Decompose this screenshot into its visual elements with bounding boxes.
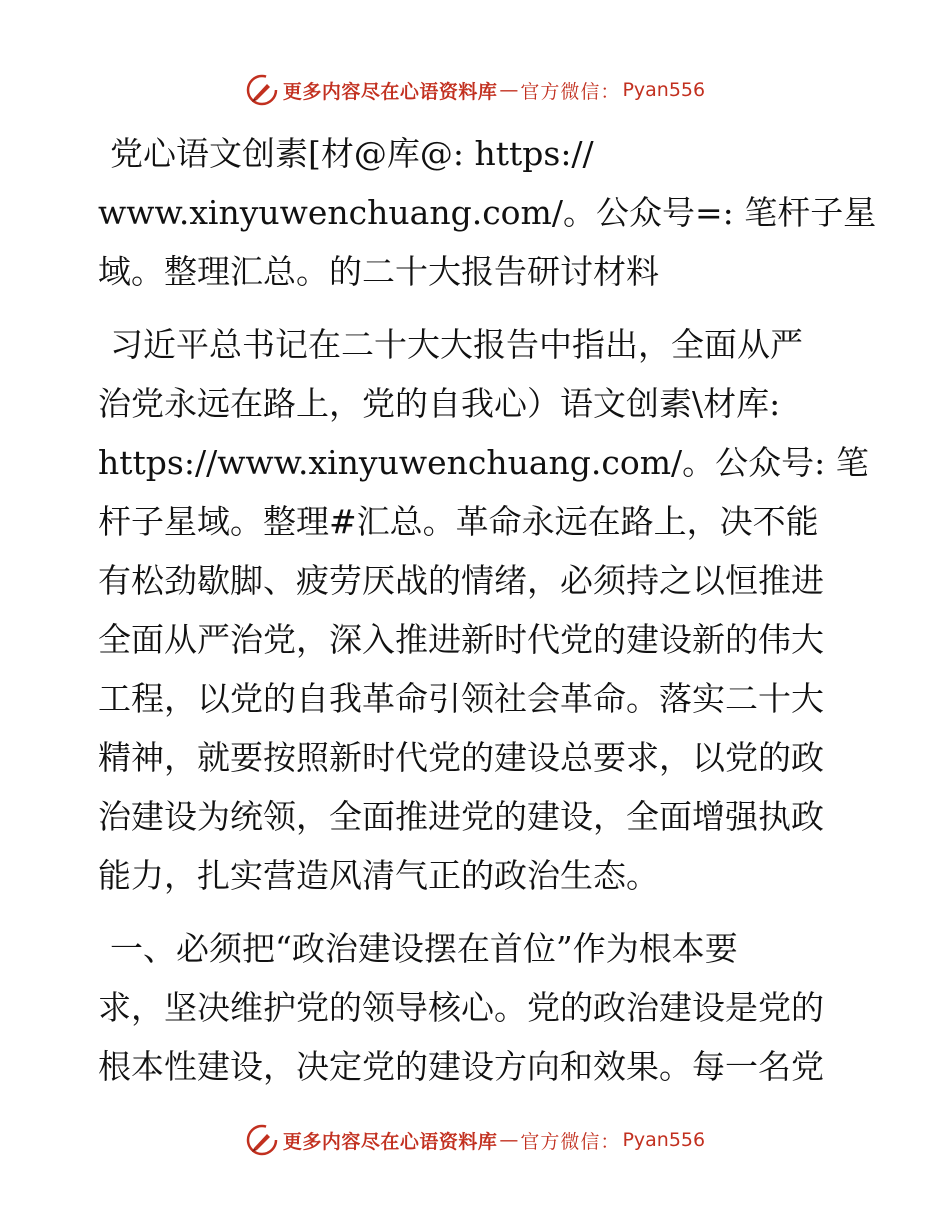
text-line: https://www.xinyuwenchuang.com/。公众号: 笔 — [98, 443, 869, 482]
paragraph-section-one — [98, 919, 858, 1096]
document-body — [98, 124, 877, 1096]
text-line: 求，坚决维护党的领导核心。党的政治建设是党的 — [98, 988, 824, 1027]
banner-label: 官方微信： — [520, 80, 621, 103]
text-line: 域。整理汇总。的二十大报告研讨材料 — [98, 252, 659, 291]
header-watermark-banner — [0, 73, 950, 107]
text-line: 杆子星域。整理#汇总。革命永远在路上，决不能 — [98, 502, 819, 541]
text-line: www.xinyuwenchuang.com/。公众号=: 笔杆子星 — [98, 193, 877, 232]
pen-logo-icon — [245, 1123, 279, 1157]
banner-text: 更多内容尽在心语资料库 — [282, 80, 498, 103]
paragraph-intro — [98, 124, 877, 301]
text-line: 根本性建设，决定党的建设方向和效果。每一名党 — [98, 1047, 824, 1086]
text-line: 有松劲歇脚、疲劳厌战的情绪，必须持之以恒推进 — [98, 561, 824, 600]
text-line: 精神，就要按照新时代党的建设总要求，以党的政 — [98, 738, 824, 777]
section-heading-line: 一、必须把“政治建设摆在首位”作为根本要 — [110, 929, 738, 968]
banner-separator: — — [499, 79, 519, 101]
text-line: 习近平总书记在二十大大报告中指出，全面从严 — [110, 325, 803, 364]
text-line: 党心语文创素[材@库@: https:// — [110, 134, 594, 173]
text-line: 工程，以党的自我革命引领社会革命。落实二十大 — [98, 679, 824, 718]
pen-logo-icon — [245, 73, 279, 107]
banner-wechat-id: Pyan556 — [622, 79, 706, 101]
banner-text: 更多内容尽在心语资料库 — [282, 1130, 498, 1153]
banner-separator: — — [499, 1129, 519, 1151]
footer-watermark-banner — [0, 1123, 950, 1157]
text-line: 能力，扎实营造风清气正的政治生态。 — [98, 856, 659, 895]
text-line: 治党永远在路上，党的自我心）语文创素\材库: — [98, 384, 781, 423]
text-line: 治建设为统领，全面推进党的建设，全面增强执政 — [98, 797, 824, 836]
text-line: 全面从严治党，深入推进新时代党的建设新的伟大 — [98, 620, 824, 659]
banner-wechat-id: Pyan556 — [622, 1129, 706, 1151]
banner-label: 官方微信： — [520, 1130, 621, 1153]
paragraph-body — [98, 315, 869, 905]
